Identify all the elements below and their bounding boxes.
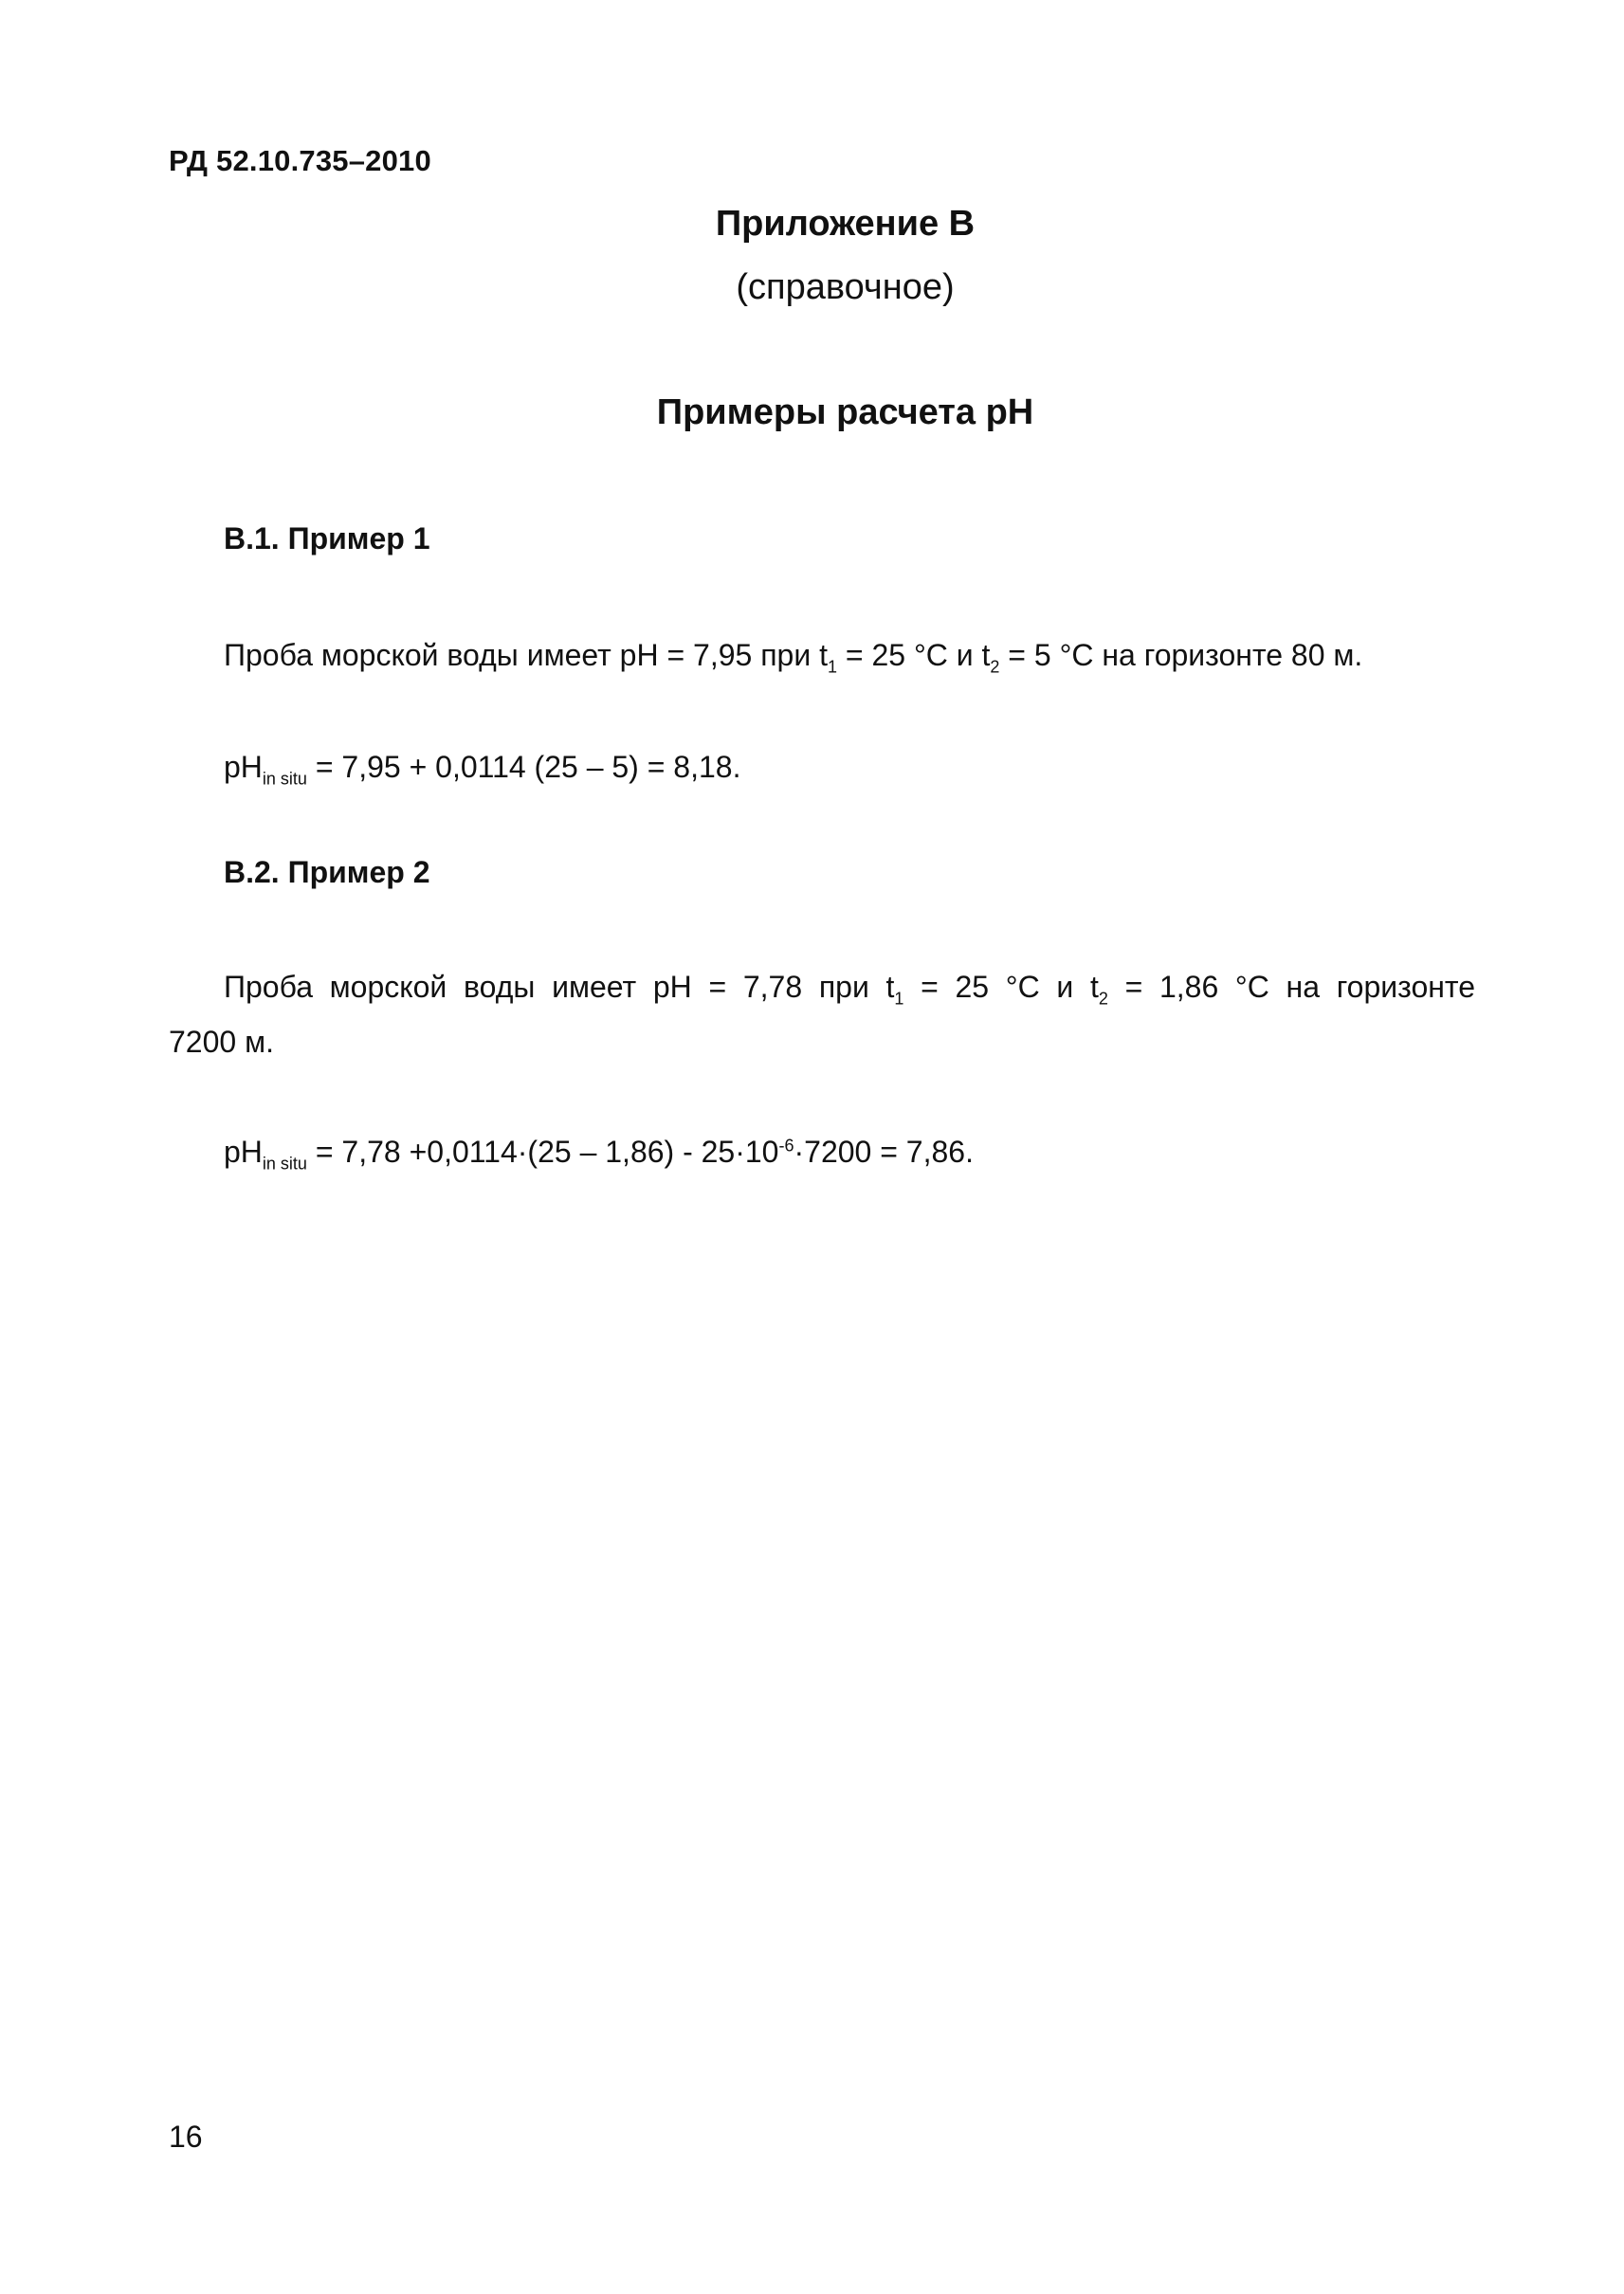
formula-expression-part-2: ·7200 = 7,86. bbox=[794, 1135, 974, 1169]
appendix-title: Приложение В bbox=[715, 204, 976, 244]
formula-ph: рН bbox=[224, 1135, 263, 1169]
example-2-heading: В.2. Пример 2 bbox=[224, 855, 430, 889]
formula-expression-part-1: = 7,78 +0,0114·(25 – 1,86) - 25·10 bbox=[306, 1135, 779, 1169]
example-2-text-line-1 bbox=[224, 959, 1475, 1014]
example-1-text bbox=[224, 628, 1362, 683]
formula-expression: = 7,95 + 0,0114 (25 – 5) = 8,18. bbox=[306, 750, 741, 784]
t2-subscript: 2 bbox=[990, 657, 1000, 677]
example-1-text-part-c: = 5 °С на горизонте 80 м. bbox=[999, 638, 1363, 672]
formula-in-situ-subscript: in situ bbox=[262, 769, 307, 789]
example-1-text-part-a: Проба морской воды имеет рН = 7,95 при t bbox=[224, 638, 828, 672]
t1-subscript: 1 bbox=[894, 989, 904, 1009]
example-1-text-part-b: = 25 °С и t bbox=[836, 638, 991, 672]
example-2-text-part-c: = 1,86 °С на горизонте bbox=[1107, 970, 1476, 1004]
formula-exponent: -6 bbox=[778, 1136, 794, 1156]
section-title: Примеры расчета рН bbox=[656, 392, 1034, 432]
example-2-text-line-2: 7200 м. bbox=[169, 1025, 274, 1059]
example-2-text-part-a: Проба морской воды имеет рН = 7,78 при t bbox=[224, 970, 895, 1004]
appendix-subtitle: (справочное) bbox=[736, 267, 955, 307]
t2-subscript: 2 bbox=[1098, 989, 1108, 1009]
example-2-text-part-b: = 25 °С и t bbox=[903, 970, 1099, 1004]
example-1-formula bbox=[224, 739, 740, 794]
page-number: 16 bbox=[169, 2120, 203, 2154]
formula-ph: рН bbox=[224, 750, 263, 784]
formula-in-situ-subscript: in situ bbox=[262, 1154, 307, 1174]
example-2-formula bbox=[224, 1124, 974, 1179]
example-1-heading: В.1. Пример 1 bbox=[224, 521, 430, 555]
document-code: РД 52.10.735–2010 bbox=[169, 144, 431, 177]
t1-subscript: 1 bbox=[827, 657, 837, 677]
